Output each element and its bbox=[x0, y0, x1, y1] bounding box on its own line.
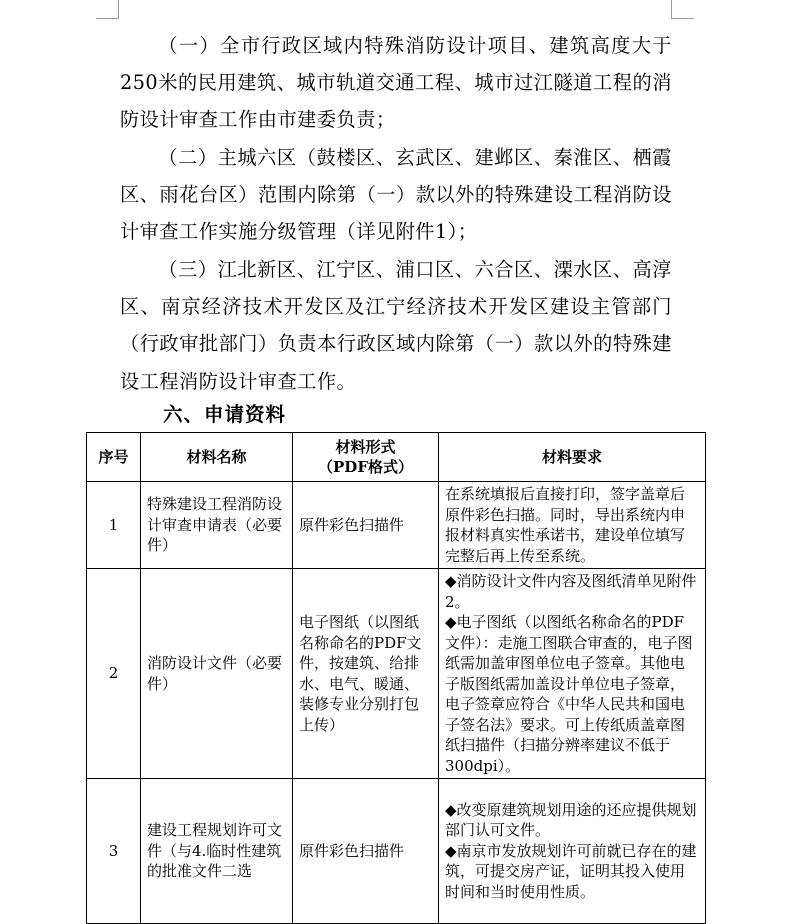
header-no: 序号 bbox=[87, 433, 141, 482]
cell-req bbox=[439, 569, 706, 779]
table-row bbox=[87, 569, 706, 779]
table-row bbox=[87, 482, 706, 569]
req-line: ◆南京市发放规划许可前就已存在的建筑，可提交房产证，证明其投入使用时间和当时使用性质。 bbox=[445, 841, 697, 901]
cell-req bbox=[439, 779, 706, 924]
cell-no: 1 bbox=[87, 482, 141, 569]
header-form-line1: 材料形式 bbox=[335, 437, 396, 456]
header-form bbox=[293, 433, 439, 482]
section-heading: 六、申请资料 bbox=[163, 403, 287, 426]
materials-table bbox=[86, 432, 706, 924]
page-corner-mark-right bbox=[671, 0, 694, 19]
table-row bbox=[87, 779, 706, 924]
cell-no: 2 bbox=[87, 569, 141, 779]
req-line: ◆电子图纸（以图纸名称命名的PDF文件）：走施工图联合审查的，电子图纸需加盖审图单位电子签章。其他电子版图纸需加盖设计单位电子签章，电子签章应符合《中华人民共和国电子签名法》要求。可上传纸质盖章图纸扫描件（扫描分辨率建议不低于300dpi）。 bbox=[445, 613, 693, 775]
req-line: ◆消防设计文件内容及图纸清单见附件2。 bbox=[445, 572, 697, 611]
page-corner-mark-left bbox=[96, 0, 119, 19]
table-header-row bbox=[87, 433, 706, 482]
header-req: 材料要求 bbox=[439, 433, 706, 482]
paragraph-item-1: （一）全市行政区域内特殊消防设计项目、建筑高度大于250米的民用建筑、城市轨道交通工程、城市过江隧道工程的消防设计审查工作由市建委负责； bbox=[120, 34, 672, 132]
cell-name: 消防设计文件（必要件） bbox=[141, 569, 293, 779]
cell-form: 原件彩色扫描件 bbox=[293, 779, 439, 924]
req-line: 在系统填报后直接打印，签字盖章后原件彩色扫描。同时，导出系统内申报材料真实性承诺书，建设单位填写完整后再上传至系统。 bbox=[445, 485, 686, 565]
cell-name: 特殊建设工程消防设计审查申请表（必要件） bbox=[141, 482, 293, 569]
cell-form: 原件彩色扫描件 bbox=[293, 482, 439, 569]
cell-no: 3 bbox=[87, 779, 141, 924]
cell-req bbox=[439, 482, 706, 569]
header-form-line2: （PDF格式） bbox=[318, 458, 413, 476]
req-line: ◆改变原建筑规划用途的还应提供规划部门认可文件。 bbox=[445, 800, 697, 840]
header-name: 材料名称 bbox=[141, 433, 293, 482]
paragraph-item-3: （三）江北新区、江宁区、浦口区、六合区、溧水区、高淳区、南京经济技术开发区及江宁经济技术开发区建设主管部门（行政审批部门）负责本行政区域内除第（一）款以外的特殊建设工程消防设计审查工作。 bbox=[120, 258, 672, 393]
paragraph-item-2: （二）主城六区（鼓楼区、玄武区、建邺区、秦淮区、栖霞区、雨花台区）范围内除第（一）款以外的特殊建设工程消防设计审查工作实施分级管理（详见附件1）； bbox=[120, 146, 672, 244]
cell-name: 建设工程规划许可文件（与4.临时性建筑的批准文件二选 bbox=[141, 779, 293, 924]
cell-form: 电子图纸（以图纸名称命名的PDF文件，按建筑、给排水、电气、暖通、装修专业分别打包上传） bbox=[293, 569, 439, 779]
